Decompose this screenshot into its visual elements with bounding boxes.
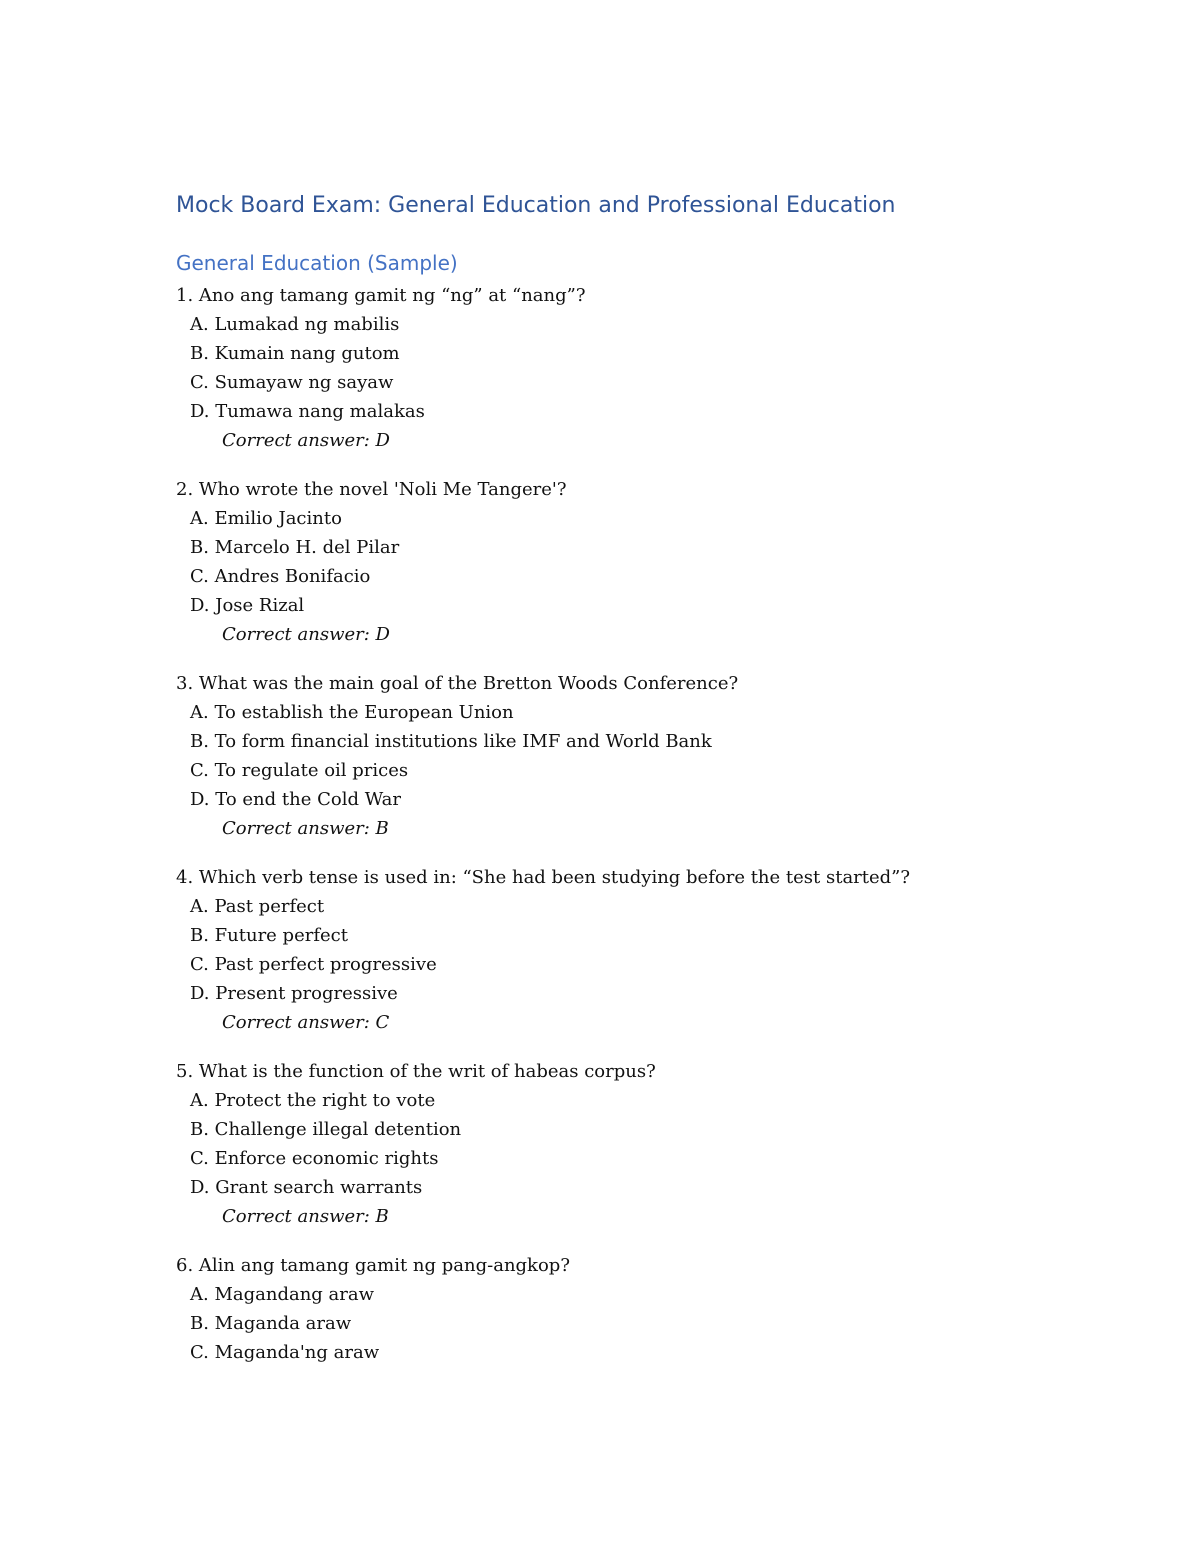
answer-option: C. Maganda'ng araw: [190, 1342, 380, 1363]
answer-option: A. Magandang araw: [190, 1284, 375, 1305]
question-item: [176, 1057, 1076, 1231]
correct-answer: Correct answer: D: [222, 624, 390, 645]
question-text: 3. What was the main goal of the Bretton Woods Conference?: [176, 673, 739, 694]
answer-option: C. Andres Bonifacio: [190, 566, 371, 587]
correct-answer: Correct answer: C: [222, 1012, 390, 1033]
correct-answer: Correct answer: D: [222, 430, 390, 451]
answer-option: D. Grant search warrants: [190, 1177, 423, 1198]
document-title: Mock Board Exam: General Education and Professional Education: [176, 193, 896, 218]
answer-option: C. Sumayaw ng sayaw: [190, 372, 394, 393]
correct-answer: Correct answer: B: [222, 818, 389, 839]
answer-option: A. Emilio Jacinto: [190, 508, 342, 529]
question-text: 1. Ano ang tamang gamit ng “ng” at “nang”?: [176, 285, 586, 306]
answer-option: C. Enforce economic rights: [190, 1148, 439, 1169]
question-text: 2. Who wrote the novel 'Noli Me Tangere'?: [176, 479, 567, 500]
answer-option: D. Present progressive: [190, 983, 398, 1004]
answer-option: D. Jose Rizal: [190, 595, 305, 616]
answer-option: A. Lumakad ng mabilis: [190, 314, 400, 335]
question-text: 6. Alin ang tamang gamit ng pang-angkop?: [176, 1255, 570, 1276]
question-item: [176, 669, 1076, 843]
question-text: 5. What is the function of the writ of habeas corpus?: [176, 1061, 656, 1082]
question-item: [176, 281, 1076, 455]
question-item: [176, 1251, 1076, 1367]
answer-option: B. To form financial institutions like IMF and World Bank: [190, 731, 712, 752]
question-text: 4. Which verb tense is used in: “She had been studying before the test started”?: [176, 867, 911, 888]
section-title: General Education (Sample): [176, 251, 458, 275]
answer-option: B. Kumain nang gutom: [190, 343, 400, 364]
question-item: [176, 475, 1076, 649]
answer-option: B. Future perfect: [190, 925, 348, 946]
answer-option: B. Marcelo H. del Pilar: [190, 537, 400, 558]
answer-option: A. Past perfect: [190, 896, 325, 917]
answer-option: A. To establish the European Union: [190, 702, 514, 723]
answer-option: C. To regulate oil prices: [190, 760, 409, 781]
answer-option: B. Challenge illegal detention: [190, 1119, 462, 1140]
answer-option: A. Protect the right to vote: [190, 1090, 436, 1111]
answer-option: D. Tumawa nang malakas: [190, 401, 425, 422]
answer-option: B. Maganda araw: [190, 1313, 352, 1334]
question-item: [176, 863, 1076, 1037]
answer-option: D. To end the Cold War: [190, 789, 401, 810]
correct-answer: Correct answer: B: [222, 1206, 389, 1227]
answer-option: C. Past perfect progressive: [190, 954, 437, 975]
question-list: [176, 281, 1076, 1387]
